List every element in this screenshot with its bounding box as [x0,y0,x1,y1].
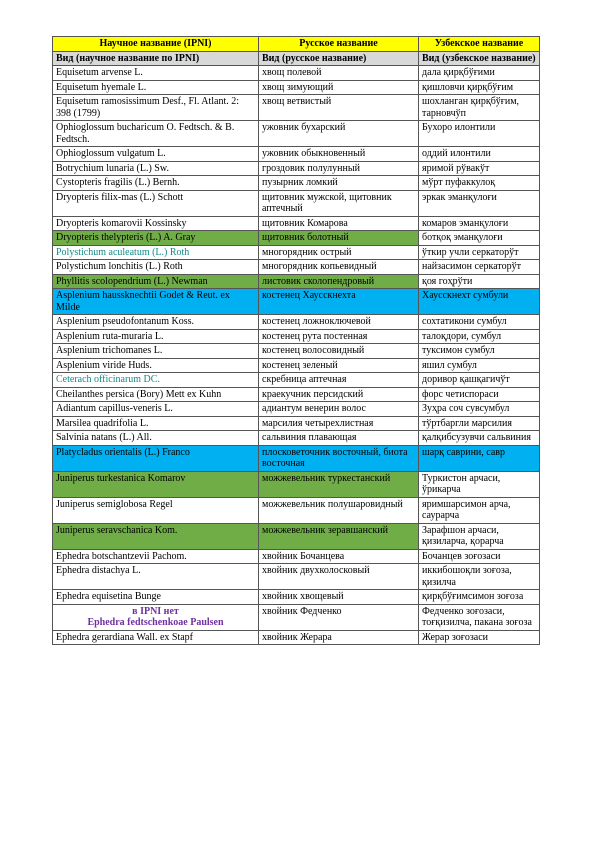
scientific-name-cell: Equisetum ramosissimum Desf., Fl. Atlant. 2: 398 (1799) [53,95,259,121]
scientific-name-cell: Juniperus turkestanica Komarov [53,471,259,497]
russian-name-cell: щитовник болотный [259,231,419,246]
header-uzbek-name: Узбекское название [419,37,540,52]
russian-name-cell: хвойник Жерара [259,630,419,645]
russian-name-cell: ужовник обыкновенный [259,147,419,162]
russian-name-cell: листовик сколопендровый [259,274,419,289]
russian-name-cell: хвощ ветвистый [259,95,419,121]
russian-name-cell: хвощ полевой [259,66,419,81]
table-row [53,387,540,402]
scientific-name-cell: Dryopteris komarovii Kossinsky [53,216,259,231]
scientific-name-cell: Ceterach officinarum DC. [53,373,259,388]
russian-name-cell: можжевельник туркестанский [259,471,419,497]
russian-name-cell: пузырник ломкий [259,176,419,191]
scientific-name-cell: Salvinia natans (L.) All. [53,431,259,446]
header-russian-name: Русское название [259,37,419,52]
table-row [53,260,540,275]
russian-name-cell: ужовник бухарский [259,121,419,147]
table-row [53,176,540,191]
russian-name-cell: хвощ зимующий [259,80,419,95]
scientific-name-cell: Marsilea quadrifolia L. [53,416,259,431]
uzbek-name-cell: туксимон сумбул [419,344,540,359]
uzbek-name-cell: найзасимон серкаторўт [419,260,540,275]
russian-name-cell: скребница аптечная [259,373,419,388]
table-row [53,245,540,260]
russian-name-cell: костенец ложноключевой [259,315,419,330]
uzbek-name-cell: қирқбўғимсимон зоғоза [419,590,540,605]
uzbek-name-cell: сохтатикони сумбул [419,315,540,330]
table-row [53,344,540,359]
uzbek-name-cell: Федченко зоғозаси, тоғқизилча, пакана зоғоза [419,604,540,630]
table-row [53,373,540,388]
russian-name-cell: хвойник двухколосковый [259,564,419,590]
russian-name-cell: хвойник хвощевый [259,590,419,605]
table-subheader-row [53,51,540,66]
scientific-name-cell: Dryopteris filix-mas (L.) Schott [53,190,259,216]
subheader-uzbek-name: Вид (узбекское название) [419,51,540,66]
russian-name-cell: можжевельник полушаровидный [259,497,419,523]
table-header-row [53,37,540,52]
table-row [53,549,540,564]
scientific-name-cell: Asplenium pseudofontanum Koss. [53,315,259,330]
scientific-name-cell: Equisetum hyemale L. [53,80,259,95]
uzbek-name-cell: мўрт пуфаккулоқ [419,176,540,191]
table-row [53,216,540,231]
russian-name-cell: костенец рута постенная [259,329,419,344]
scientific-name-cell: Polystichum aculeatum (L.) Roth [53,245,259,260]
header-scientific-name: Научное название (IPNI) [53,37,259,52]
uzbek-name-cell: форс четиспораси [419,387,540,402]
russian-name-cell: щитовник мужской, щитовник аптечный [259,190,419,216]
table-row [53,445,540,471]
uzbek-name-cell: эркак эманқулоғи [419,190,540,216]
russian-name-cell: можжевельник зеравшанский [259,523,419,549]
uzbek-name-cell: иккибошоқли зоғоза, қизилча [419,564,540,590]
subheader-russian-name: Вид (русское название) [259,51,419,66]
table-row [53,590,540,605]
uzbek-name-cell: Зарафшон арчаси, қизиларча, қорарча [419,523,540,549]
table-row [53,95,540,121]
scientific-name-cell: Adiantum capillus-veneris L. [53,402,259,417]
uzbek-name-cell: комаров эманқулоғи [419,216,540,231]
scientific-name-cell: Juniperus semiglobosa Regel [53,497,259,523]
uzbek-name-cell: яшил сумбул [419,358,540,373]
russian-name-cell: марсилия четырехлистная [259,416,419,431]
table-row [53,630,540,645]
table-row [53,358,540,373]
scientific-name-cell: Asplenium ruta-muraria L. [53,329,259,344]
table-row [53,80,540,95]
uzbek-name-cell: Жерар зоғозаси [419,630,540,645]
russian-name-cell: гроздовик полулунный [259,161,419,176]
table-row [53,523,540,549]
russian-name-cell: адиантум венерин волос [259,402,419,417]
uzbek-name-cell: оддий илонтили [419,147,540,162]
table-row [53,604,540,630]
uzbek-name-cell: доривор қашқагичўт [419,373,540,388]
table-row [53,231,540,246]
uzbek-name-cell: шохланган қирқбўғим, тарновчўп [419,95,540,121]
uzbek-name-cell: қишловчи қирқбўғим [419,80,540,95]
uzbek-name-cell: дала қирқбўғими [419,66,540,81]
table-row [53,289,540,315]
scientific-name-cell: Ophioglossum vulgatum L. [53,147,259,162]
uzbek-name-cell: яримшарсимон арча, саурарча [419,497,540,523]
scientific-name-cell: Juniperus seravschanica Kom. [53,523,259,549]
table-row [53,471,540,497]
scientific-name-cell: Equisetum arvense L. [53,66,259,81]
uzbek-name-cell: Хаусскнехт сумбули [419,289,540,315]
uzbek-name-cell: тўртбаргли марсилия [419,416,540,431]
table-row [53,497,540,523]
uzbek-name-cell: шарқ саврини, савр [419,445,540,471]
table-row [53,402,540,417]
scientific-name-cell: Platycladus orientalis (L.) Franco [53,445,259,471]
uzbek-name-cell: талоқдори, сумбул [419,329,540,344]
russian-name-cell: хвойник Федченко [259,604,419,630]
russian-name-cell: костенец Хаусскнехта [259,289,419,315]
russian-name-cell: костенец зеленый [259,358,419,373]
species-table [52,36,540,645]
uzbek-name-cell: қалқибсузувчи сальвиния [419,431,540,446]
scientific-name-cell: Asplenium viride Huds. [53,358,259,373]
scientific-name-cell: Cheilanthes persica (Bory) Mett ex Kuhn [53,387,259,402]
scientific-name-cell: Asplenium trichomanes L. [53,344,259,359]
table-row [53,147,540,162]
russian-name-cell: плосковеточник восточный, биота восточная [259,445,419,471]
scientific-name-cell: Ophioglossum bucharicum O. Fedtsch. & B. Fedtsch. [53,121,259,147]
scientific-name-cell: Ephedra botschantzevii Pachom. [53,549,259,564]
scientific-name-cell: Botrychium lunaria (L.) Sw. [53,161,259,176]
subheader-scientific-name: Вид (научное название по IPNI) [53,51,259,66]
uzbek-name-cell: Бухоро илонтили [419,121,540,147]
scientific-name-cell: Cystopteris fragilis (L.) Bernh. [53,176,259,191]
russian-name-cell: щитовник Комарова [259,216,419,231]
uzbek-name-cell: қоя гоҳрўти [419,274,540,289]
uzbek-name-cell: Зуҳра соч сувсумбул [419,402,540,417]
uzbek-name-cell: Бочанцев зоғозаси [419,549,540,564]
table-row [53,431,540,446]
table-row [53,416,540,431]
uzbek-name-cell: ботқоқ эманқулоғи [419,231,540,246]
russian-name-cell: хвойник Бочанцева [259,549,419,564]
russian-name-cell: краекучник персидский [259,387,419,402]
table-row [53,315,540,330]
uzbek-name-cell: Туркистон арчаси, ўрикарча [419,471,540,497]
table-row [53,161,540,176]
scientific-name-cell: Asplenium haussknechtii Godet & Reut. ex Milde [53,289,259,315]
table-row [53,329,540,344]
table-row [53,121,540,147]
species-table-container [52,36,539,645]
scientific-name-cell: Phyllitis scolopendrium (L.) Newman [53,274,259,289]
table-row [53,190,540,216]
table-row [53,66,540,81]
table-row [53,564,540,590]
scientific-name-cell: в IPNI нет Ephedra fedtschenkoae Paulsen [53,604,259,630]
scientific-name-cell: Ephedra distachya L. [53,564,259,590]
scientific-name-cell: Ephedra equisetina Bunge [53,590,259,605]
russian-name-cell: сальвиния плавающая [259,431,419,446]
scientific-name-cell: Dryopteris thelypteris (L.) A. Gray [53,231,259,246]
russian-name-cell: многорядник острый [259,245,419,260]
table-row [53,274,540,289]
scientific-name-cell: Ephedra gerardiana Wall. ex Stapf [53,630,259,645]
scientific-name-cell: Polystichum lonchitis (L.) Roth [53,260,259,275]
uzbek-name-cell: ўткир учли серкаторўт [419,245,540,260]
uzbek-name-cell: яримой рўвакўт [419,161,540,176]
russian-name-cell: костенец волосовидный [259,344,419,359]
russian-name-cell: многорядник копьевидный [259,260,419,275]
